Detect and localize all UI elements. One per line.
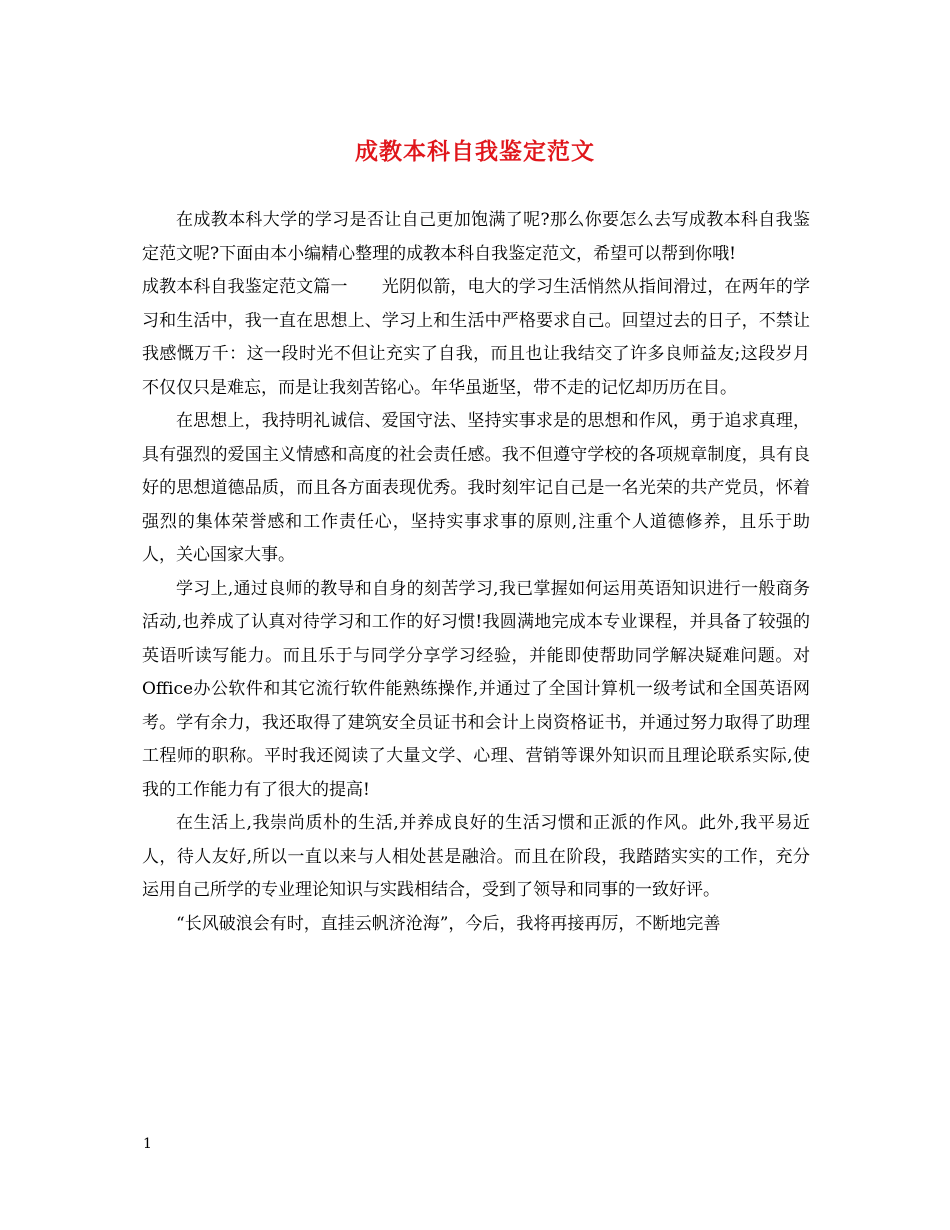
document-title: 成教本科自我鉴定范文 — [355, 138, 595, 165]
document-body — [142, 204, 810, 941]
paragraph-life: 在生活上,我崇尚质朴的生活,并养成良好的生活习惯和正派的作风。此外,我平易近人，待人友好,所以一直以来与人相处甚是融洽。而且在阶段，我踏踏实实的工作，充分运用自己所学的专业理论知识与实践相结合，受到了领导和同事的一致好评。 — [142, 813, 810, 900]
paragraph-part-one: 成教本科自我鉴定范文篇一 光阴似箭，电大的学习生活悄然从指间滑过，在两年的学习和生活中，我一直在思想上、学习上和生活中严格要求自己。回望过去的日子，不禁让我感慨万千：这一段时光不但让充实了自我，而且也让我结交了许多良师益友;这段岁月不仅仅只是难忘，而是让我刻苦铭心。年华虽逝坚，带不走的记忆却历历在目。 — [142, 277, 810, 398]
page-number: 1 — [143, 1136, 152, 1152]
paragraph-thought: 在思想上，我持明礼诚信、爱国守法、坚持实事求是的思想和作风，勇于追求真理，具有强烈的爱国主义情感和高度的社会责任感。我不但遵守学校的各项规章制度，具有良好的思想道德品质，而且各方面表现优秀。我时刻牢记自己是一名光荣的共产党员，怀着强烈的集体荣誉感和工作责任心，坚持实事求事的原则,注重个人道德修养，且乐于助人，关心国家大事。 — [142, 411, 810, 565]
paragraph-study: 学习上,通过良师的教导和自身的刻苦学习,我已掌握如何运用英语知识进行一般商务活动,也养成了认真对待学习和工作的好习惯!我圆满地完成本专业课程，并具备了较强的英语听读写能力。而且乐于与同学分享学习经验，并能即使帮助同学解决疑难问题。对Office办公软件和其它流行软件能熟练操作,并通过了全国计算机一级考试和全国英语网考。学有余力，我还取得了建筑安全员证书和会计上岗资格证书，并通过努力取得了助理工程师的职称。平时我还阅读了大量文学、心理、营销等课外知识而且理论联系实际,使我的工作能力有了很大的提高! — [142, 578, 810, 800]
paragraph-closing: “长风破浪会有时，直挂云帆济沧海”，今后，我将再接再厉，不断地完善 — [176, 913, 721, 934]
paragraph-intro: 在成教本科大学的学习是否让自己更加饱满了呢?那么你要怎么去写成教本科自我鉴定范文呢?下面由本小编精心整理的成教本科自我鉴定范文，希望可以帮到你哦! — [142, 210, 810, 264]
